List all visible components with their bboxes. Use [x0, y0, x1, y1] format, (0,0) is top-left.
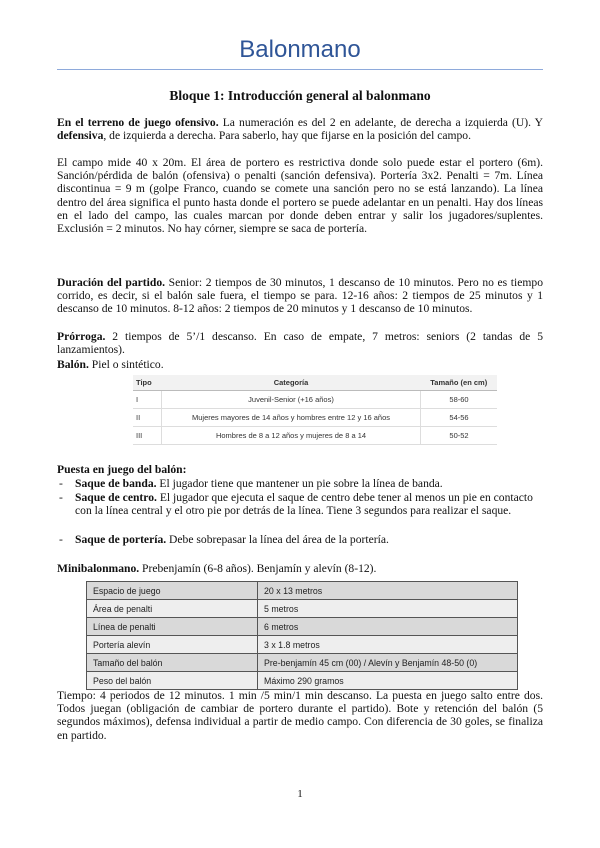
minibalonmano-paragraph: [57, 562, 543, 575]
campo-paragraph: El campo mide 40 x 20m. El área de portero es restrictiva donde solo puede estar el portero (6m). Sanción/pérdida de balón (ofensiva) o penalti (sanción defensiva). Portería 3x2. Penalti = 7m. Línea discontinua = 9 m (golpe Franco, cuando se comete una sanción pero no se está lanzando). La línea dentro del área significa el punto hasta donde el portero se puede adelantar en un penalti. Hay dos líneas en el lado del campo, las cuales marcan por donde deben entrar y salir los jugadores/suplentes. Exclusión = 2 minutos. No hay córner, siempre se saca de portería.: [57, 156, 543, 236]
table-row: [87, 636, 518, 654]
table-cell: I: [133, 391, 162, 409]
list-item-body: [75, 533, 543, 546]
table-row: [133, 409, 497, 427]
table-row: [133, 427, 497, 445]
table-row: [87, 618, 518, 636]
table-cell: Juvenil-Senior (+16 años): [162, 391, 421, 409]
prorroga-label: Prórroga.: [57, 330, 106, 343]
table-cell: III: [133, 427, 162, 445]
saque-centro-text: El jugador que ejecuta el saque de centro debe tener al menos un pie en contacto con la línea central y el otro pie por detrás de la línea. Tiene 3 segundos para realizar el saque.: [75, 491, 533, 518]
list-item-body: [75, 491, 543, 517]
table-cell: 3 x 1.8 metros: [258, 636, 518, 654]
column-header-categoria: Categoría: [162, 375, 421, 391]
puesta-heading: [57, 463, 543, 476]
table-cell: Portería alevín: [87, 636, 258, 654]
table-cell: Máximo 290 gramos: [258, 672, 518, 690]
terreno-text-1: La numeración es del 2 en adelante, de derecha a izquierda (U). Y: [218, 116, 544, 129]
table-cell: 6 metros: [258, 618, 518, 636]
table-cell: Área de penalti: [87, 600, 258, 618]
duracion-paragraph: [57, 276, 543, 316]
table-cell: II: [133, 409, 162, 427]
balon-paragraph: [57, 358, 543, 371]
prorroga-paragraph: [57, 330, 543, 356]
terreno-text-2: , de izquierda a derecha. Para saberlo, hay que fijarse en la posición del campo.: [103, 129, 471, 143]
table-row: [133, 391, 497, 409]
minibalonmano-text: Prebenjamín (6-8 años). Benjamín y alevín (8-12).: [139, 562, 377, 575]
table-cell: Tamaño del balón: [87, 654, 258, 672]
terreno-paragraph: [57, 116, 543, 142]
table-row: [87, 600, 518, 618]
minibalonmano-label: Minibalonmano.: [57, 562, 140, 575]
table-cell: Hombres de 8 a 12 años y mujeres de 8 a 14: [162, 427, 421, 445]
table-row: [87, 582, 518, 600]
table-cell: 54-56: [421, 409, 498, 427]
column-header-tipo: Tipo: [133, 375, 162, 391]
saque-centro-label: Saque de centro.: [75, 491, 157, 504]
minibalonmano-table: [86, 581, 518, 690]
column-header-tamano: Tamaño (en cm): [421, 375, 498, 391]
list-item: [57, 533, 543, 546]
puesta-label: Puesta en juego del balón:: [57, 463, 187, 476]
duracion-label: Duración del partido.: [57, 276, 166, 289]
section-heading: Bloque 1: Introducción general al balonmano: [169, 88, 431, 103]
saque-banda-text: El jugador tiene que mantener un pie sobre la línea de banda.: [156, 477, 443, 490]
defensiva-label: defensiva: [57, 129, 104, 143]
duracion-text: Senior: 2 tiempos de 30 minutos, 1 descanso de 10 minutos. Pero no es tiempo corrido, es decir, si el balón sale fuera, el tiempo se para. 12-16 años: 2 tiempos de 25 minutos y 1 descanso de 10 minutos. 8-12 años: 2 tiempos de 20 minutos y 1 descanso de 10 minutos.: [57, 276, 543, 316]
list-item-body: [75, 477, 543, 490]
title-underline: [57, 69, 543, 70]
prorroga-text: 2 tiempos de 5’/1 descanso. En caso de empate, 7 metros: seniors (2 tandas de 5 lanzamientos).: [57, 330, 543, 357]
table-cell: 20 x 13 metros: [258, 582, 518, 600]
terreno-label: En el terreno de juego ofensivo.: [57, 116, 219, 129]
list-bullet: -: [59, 477, 63, 490]
balon-label: Balón.: [57, 358, 89, 371]
table-cell: 50-52: [421, 427, 498, 445]
table-cell: 5 metros: [258, 600, 518, 618]
table-cell: Pre-benjamín 45 cm (00) / Alevín y Benjamín 48-50 (0): [258, 654, 518, 672]
list-bullet: -: [59, 491, 63, 504]
page-number: 1: [297, 788, 303, 800]
list-item: [57, 491, 543, 517]
document-title: Balonmano: [239, 36, 361, 63]
table-header-row: [133, 375, 497, 391]
list-bullet: -: [59, 533, 63, 546]
table-cell: Línea de penalti: [87, 618, 258, 636]
table-row: [87, 654, 518, 672]
balon-text: Piel o sintético.: [88, 358, 164, 371]
tiempo-paragraph: Tiempo: 4 periodos de 12 minutos. 1 min /5 min/1 min descanso. La puesta en juego salto entre dos. Todos juegan (obligación de cambiar de portero durante el partido). Bote y retención del balón (5 segundos máximos), defensa individual a partir de medio campo. Con diferencia de 30 goles, se finaliza en partido.: [57, 689, 543, 742]
saque-porteria-label: Saque de portería.: [75, 533, 167, 546]
table-cell: Mujeres mayores de 14 años y hombres entre 12 y 16 años: [162, 409, 421, 427]
ball-size-table: [133, 375, 497, 445]
table-row: [87, 672, 518, 690]
table-cell: Peso del balón: [87, 672, 258, 690]
table-cell: 58-60: [421, 391, 498, 409]
saque-banda-label: Saque de banda.: [75, 477, 157, 490]
list-item: [57, 477, 543, 490]
saque-porteria-text: Debe sobrepasar la línea del área de la portería.: [166, 533, 389, 546]
table-cell: Espacio de juego: [87, 582, 258, 600]
